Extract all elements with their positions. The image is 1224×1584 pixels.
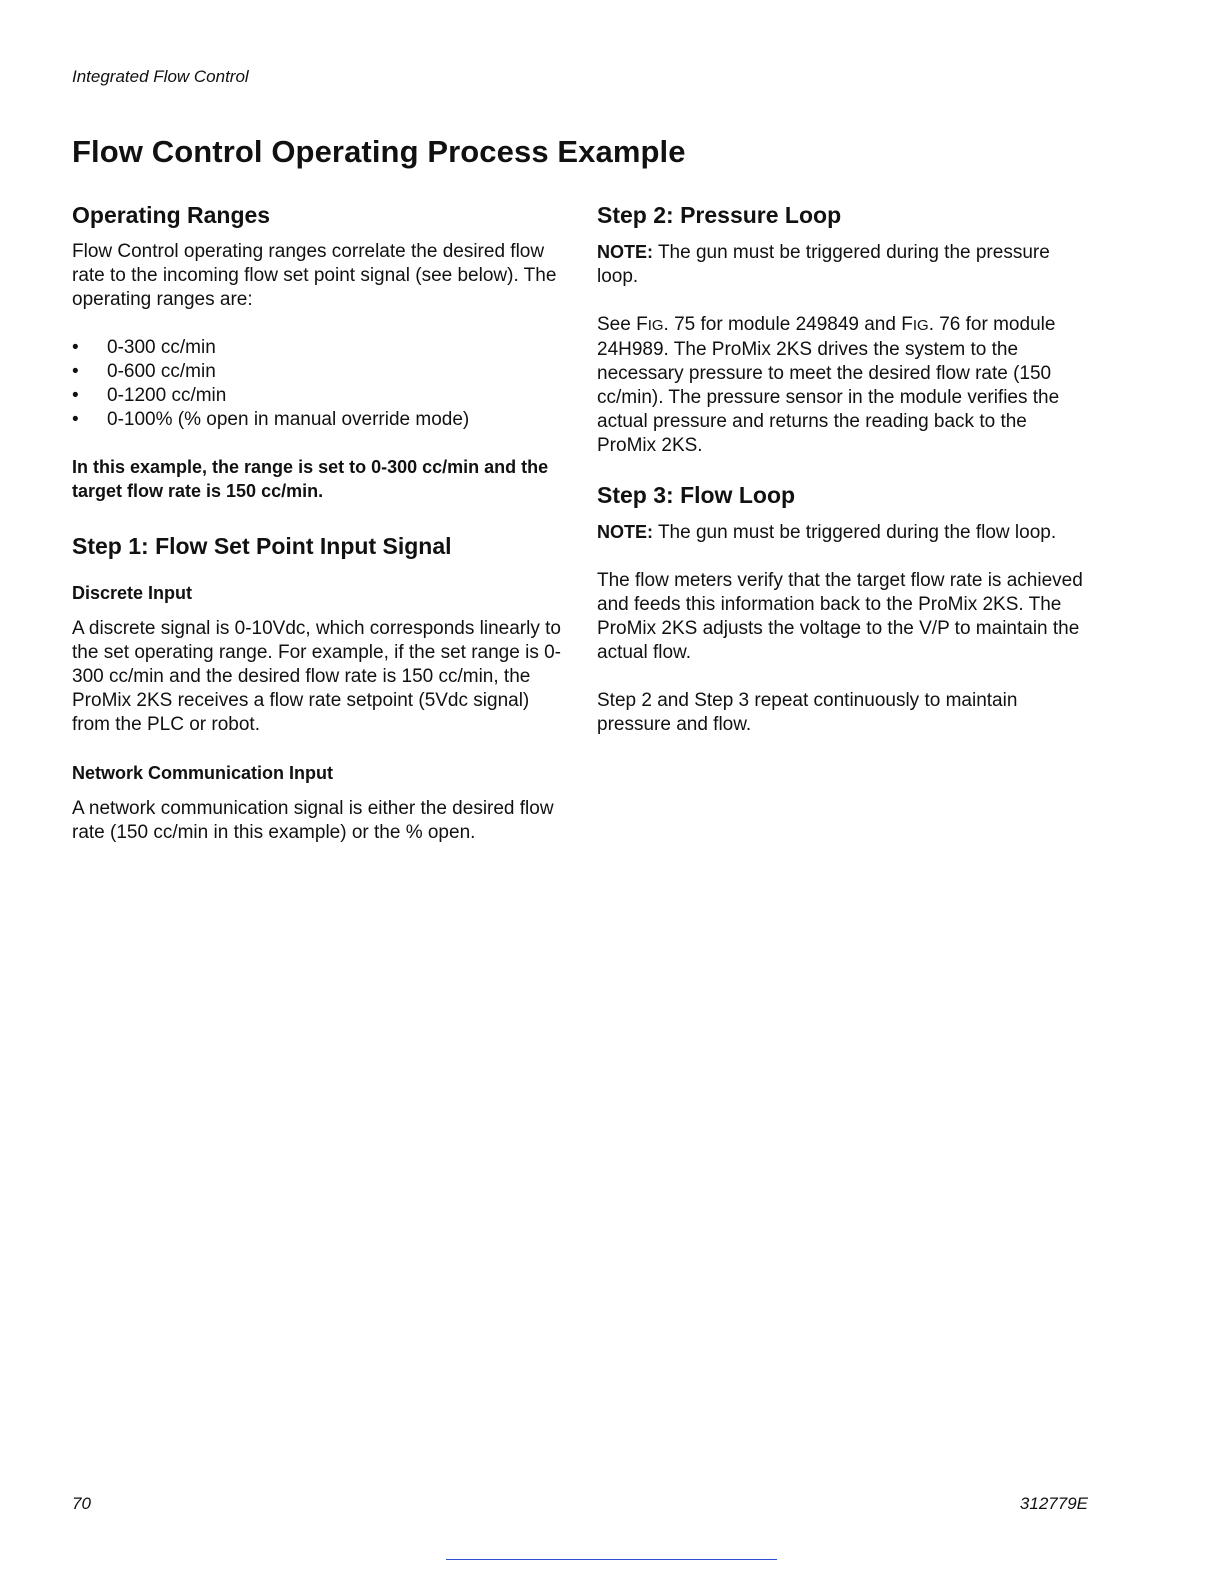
discrete-input-heading: Discrete Input	[72, 583, 193, 603]
step2-heading: Step 2: Pressure Loop	[597, 202, 842, 228]
divider	[446, 1559, 777, 1560]
list-item: • 0-100% (% open in manual override mode)	[72, 409, 470, 430]
operating-ranges-list	[72, 336, 562, 432]
step2-note: NOTE: The gun must be triggered during the pressure loop.	[597, 242, 1050, 287]
network-input-heading: Network Communication Input	[72, 763, 333, 783]
page-number: 70	[72, 1494, 91, 1513]
step3-heading: Step 3: Flow Loop	[597, 482, 796, 508]
bullet-icon: •	[72, 337, 79, 358]
step3-note: NOTE: The gun must be triggered during the flow loop.	[597, 522, 1057, 543]
right-column	[597, 200, 1087, 737]
page-title: Flow Control Operating Process Example	[72, 134, 686, 169]
list-item: • 0-300 cc/min	[72, 337, 216, 358]
step1-heading: Step 1: Flow Set Point Input Signal	[72, 533, 452, 559]
bullet-icon: •	[72, 361, 79, 382]
bullet-icon: •	[72, 385, 79, 406]
discrete-input-text: A discrete signal is 0-10Vdc, which corresponds linearly to the set operating range. For example, if the set range is 0-300 cc/min and the desired flow rate is 150 cc/min, the ProMix 2KS receives a flow rate setpoint (5Vdc signal) from the PLC or robot.	[72, 618, 561, 735]
list-item: • 0-600 cc/min	[72, 361, 216, 382]
left-column	[72, 200, 562, 845]
operating-ranges-intro: Flow Control operating ranges correlate the desired flow rate to the incoming flow set point signal (see below). The operating ranges are:	[72, 241, 557, 310]
step3-body: The flow meters verify that the target flow rate is achieved and feeds this information back to the ProMix 2KS. The ProMix 2KS adjusts the voltage to the V/P to maintain the actual flow.	[597, 570, 1083, 663]
network-input-text: A network communication signal is either the desired flow rate (150 cc/min in this example) or the % open.	[72, 798, 554, 843]
note-label: NOTE:	[597, 242, 653, 262]
document-number: 312779E	[1019, 1494, 1088, 1513]
example-statement: In this example, the range is set to 0-300 cc/min and the target flow rate is 150 cc/min.	[72, 457, 549, 501]
step2-body: See FIG. 75 for module 249849 and FIG. 76 for module 24H989. The ProMix 2KS drives the system to the necessary pressure to meet the desired flow rate (150 cc/min). The pressure sensor in the module verifies the actual pressure and returns the reading back to the ProMix 2KS.	[597, 314, 1060, 456]
running-header: Integrated Flow Control	[72, 67, 249, 86]
note-label: NOTE:	[597, 522, 653, 542]
step3-repeat-text: Step 2 and Step 3 repeat continuously to maintain pressure and flow.	[597, 690, 1018, 735]
bullet-icon: •	[72, 409, 79, 430]
operating-ranges-heading: Operating Ranges	[72, 202, 271, 228]
list-item: • 0-1200 cc/min	[72, 385, 227, 406]
